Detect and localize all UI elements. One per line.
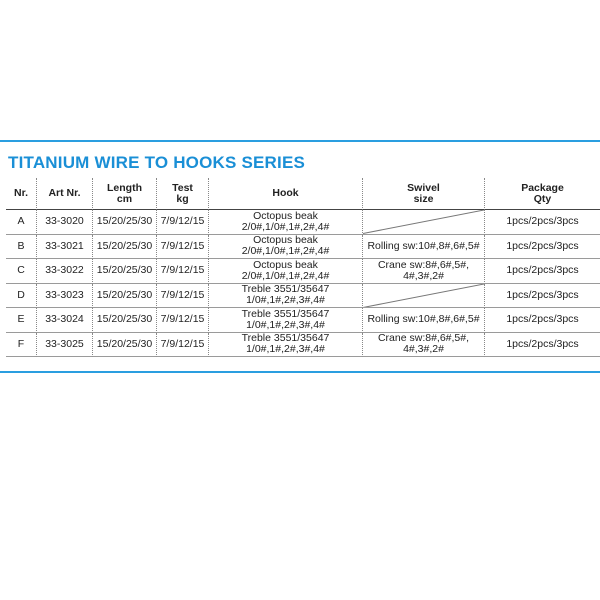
empty-slash-icon: [363, 284, 484, 308]
cell-art-nr: 33-3020: [36, 210, 92, 235]
hook-line: 2/0#,1/0#,1#,2#,4#: [241, 220, 330, 233]
product-table: [6, 178, 600, 357]
header-test-unit: kg: [176, 192, 189, 205]
header-swivel: [362, 178, 484, 210]
hook-line: Octopus beak: [253, 209, 318, 222]
cell-package-qty: 1pcs/2pcs/3pcs: [484, 210, 600, 235]
swivel-line: 4#,3#,2#: [403, 343, 444, 356]
cell-test: 7/9/12/15: [156, 259, 208, 284]
cell-length: 15/20/25/30: [92, 210, 156, 235]
slash-line: [363, 210, 484, 234]
cell-hook: [208, 235, 362, 260]
cell-hook: [208, 210, 362, 235]
header-package-unit: Qty: [533, 192, 552, 205]
cell-package-qty: 1pcs/2pcs/3pcs: [484, 284, 600, 309]
header-test-label: Test: [172, 181, 193, 194]
cell-nr: F: [6, 333, 36, 358]
header-swivel-label: Swivel: [407, 181, 440, 194]
cell-art-nr: 33-3022: [36, 259, 92, 284]
header-package: [484, 178, 600, 210]
cell-nr: E: [6, 308, 36, 333]
header-length: [92, 178, 156, 210]
hook-line: Treble 3551/35647: [241, 283, 330, 296]
cell-test: 7/9/12/15: [156, 284, 208, 309]
cell-swivel: [362, 333, 484, 358]
cell-package-qty: 1pcs/2pcs/3pcs: [484, 235, 600, 260]
cell-art-nr: 33-3024: [36, 308, 92, 333]
cell-hook: [208, 308, 362, 333]
hook-line: 2/0#,1/0#,1#,2#,4#: [241, 245, 330, 258]
slash-line: [363, 284, 484, 308]
cell-swivel: [362, 259, 484, 284]
hook-line: Treble 3551/35647: [241, 332, 330, 345]
cell-test: 7/9/12/15: [156, 235, 208, 260]
hook-line: 1/0#,1#,2#,3#,4#: [246, 318, 325, 331]
cell-swivel: [362, 210, 484, 235]
cell-length: 15/20/25/30: [92, 333, 156, 358]
swivel-line: Rolling sw:10#,8#,6#,5#: [367, 239, 480, 252]
cell-test: 7/9/12/15: [156, 308, 208, 333]
hook-line: 1/0#,1#,2#,3#,4#: [246, 343, 325, 356]
hook-line: Octopus beak: [253, 234, 318, 247]
cell-swivel: [362, 308, 484, 333]
hook-line: Treble 3551/35647: [241, 307, 330, 320]
header-art-nr: Art Nr.: [36, 178, 92, 210]
cell-nr: B: [6, 235, 36, 260]
cell-length: 15/20/25/30: [92, 308, 156, 333]
header-length-label: Length: [107, 181, 142, 194]
header-nr: Nr.: [6, 178, 36, 210]
header-length-unit: cm: [116, 192, 133, 205]
cell-nr: C: [6, 259, 36, 284]
cell-test: 7/9/12/15: [156, 333, 208, 358]
cell-swivel: [362, 284, 484, 309]
cell-nr: D: [6, 284, 36, 309]
cell-art-nr: 33-3025: [36, 333, 92, 358]
hook-line: Octopus beak: [253, 258, 318, 271]
cell-length: 15/20/25/30: [92, 284, 156, 309]
cell-length: 15/20/25/30: [92, 235, 156, 260]
cell-hook: [208, 284, 362, 309]
header-swivel-unit: size: [413, 192, 434, 205]
header-hook: Hook: [208, 178, 362, 210]
cell-package-qty: 1pcs/2pcs/3pcs: [484, 308, 600, 333]
cell-art-nr: 33-3023: [36, 284, 92, 309]
swivel-line: Crane sw:8#,6#,5#,: [377, 258, 470, 271]
cell-art-nr: 33-3021: [36, 235, 92, 260]
page-title: TITANIUM WIRE TO HOOKS SERIES: [8, 153, 306, 172]
cell-hook: [208, 259, 362, 284]
swivel-line: 4#,3#,2#: [403, 269, 444, 282]
header-package-label: Package: [521, 181, 564, 194]
cell-package-qty: 1pcs/2pcs/3pcs: [484, 333, 600, 358]
cell-package-qty: 1pcs/2pcs/3pcs: [484, 259, 600, 284]
swivel-line: Rolling sw:10#,8#,6#,5#: [367, 313, 480, 326]
hook-line: 2/0#,1/0#,1#,2#,4#: [241, 269, 330, 282]
cell-nr: A: [6, 210, 36, 235]
header-test: [156, 178, 208, 210]
cell-hook: [208, 333, 362, 358]
swivel-line: Crane sw:8#,6#,5#,: [377, 332, 470, 345]
cell-length: 15/20/25/30: [92, 259, 156, 284]
cell-swivel: [362, 235, 484, 260]
hook-line: 1/0#,1#,2#,3#,4#: [246, 294, 325, 307]
empty-slash-icon: [363, 210, 484, 234]
cell-test: 7/9/12/15: [156, 210, 208, 235]
